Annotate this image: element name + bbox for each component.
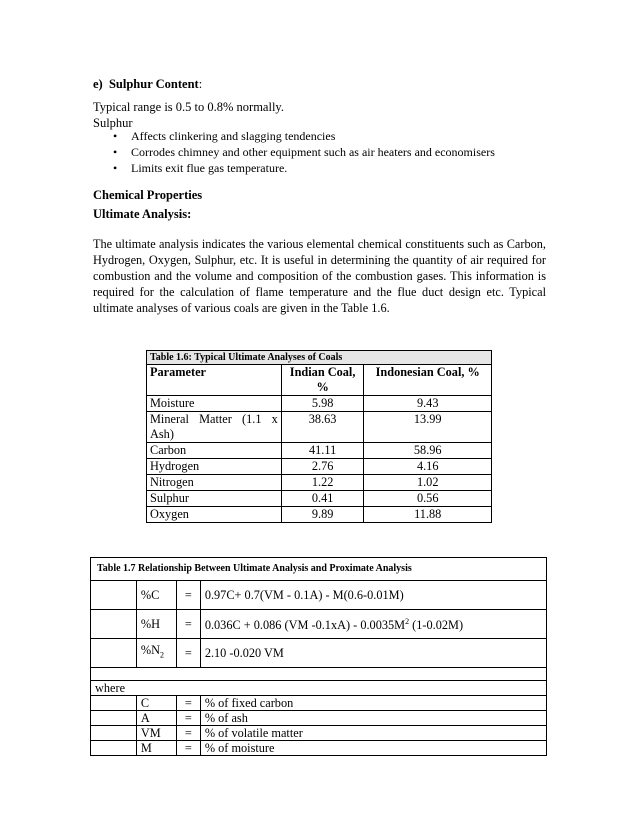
section-label: e) <box>93 77 103 91</box>
table-row: Carbon 41.11 58.96 <box>147 443 492 459</box>
header-parameter: Parameter <box>147 365 282 396</box>
table-caption: Table 1.7 Relationship Between Ultimate Analysis and Proximate Analysis <box>91 558 547 581</box>
section-heading-sulphur <box>93 77 202 92</box>
intro-line-2: Sulphur <box>93 116 133 130</box>
bullet-icon: • <box>113 144 118 159</box>
section-title: Sulphur Content <box>108 77 199 91</box>
table-1-7 <box>90 557 547 756</box>
table-row: Nitrogen 1.22 1.02 <box>147 475 492 491</box>
definition-row: VM = % of volatile matter <box>91 726 547 741</box>
ultimate-analysis-paragraph: The ultimate analysis indicates the various elemental chemical constituents such as Carbon, Hydrogen, Oxygen, Sulphur, etc. It is useful in determining the quantity of air required for combustion and the volume and composition of the combustion gases. This information is required for the calculation of flame temperature and the flue duct design etc. Typical ultimate analyses of various coals are given in the Table 1.6. <box>93 237 546 315</box>
formula-row-carbon: %C = 0.97C+ 0.7(VM - 0.1A) - M(0.6-0.01M) <box>91 581 547 610</box>
formula-row-nitrogen: $\%N_2$ = 2.10 -0.020 VM <box>91 639 547 668</box>
list-item: • Affects clinkering and slagging tendencies <box>113 129 336 143</box>
where-row: where <box>91 681 547 696</box>
table-row: Hydrogen 2.76 4.16 <box>147 459 492 475</box>
formula-row-hydrogen: %H = 0.036C + 0.086 (VM $-0.1xA) - 0.0035M^2$ (1-0.02M) <box>91 610 547 639</box>
list-item: • Corrodes chimney and other equipment such as air heaters and economisers <box>113 144 495 159</box>
bullet-icon: • <box>113 160 118 175</box>
header-indonesian: Indonesian Coal, % <box>364 365 492 396</box>
table-1-6 <box>146 350 492 523</box>
definition-row: A = % of ash <box>91 711 547 726</box>
section-colon: : <box>198 77 203 91</box>
table-row: Oxygen 9.89 11.88 <box>147 507 492 523</box>
intro-line-1: Typical range is 0.5 to 0.8% normally. <box>93 100 284 114</box>
table-row: Moisture 5.98 9.43 <box>147 396 492 412</box>
list-item: • Limits exit flue gas temperature. <box>113 160 288 175</box>
table-header-row <box>147 365 492 396</box>
table-caption: Table 1.6: Typical Ultimate Analyses of Coals <box>147 351 492 365</box>
definition-row: C = % of fixed carbon <box>91 696 547 711</box>
bullet-icon: • <box>113 129 118 143</box>
table-row: Mineral Matter (1.1 x Ash) 38.63 13.99 <box>147 412 492 443</box>
table-row: Sulphur 0.41 0.56 <box>147 491 492 507</box>
heading-chemical-properties: Chemical Properties <box>93 188 203 202</box>
heading-ultimate-analysis: Ultimate Analysis: <box>93 207 192 221</box>
header-indian: Indian Coal, % <box>281 365 364 396</box>
sulphur-intro <box>93 99 284 131</box>
sulphur-effects-list <box>113 129 495 176</box>
definition-row: M = % of moisture <box>91 741 547 756</box>
